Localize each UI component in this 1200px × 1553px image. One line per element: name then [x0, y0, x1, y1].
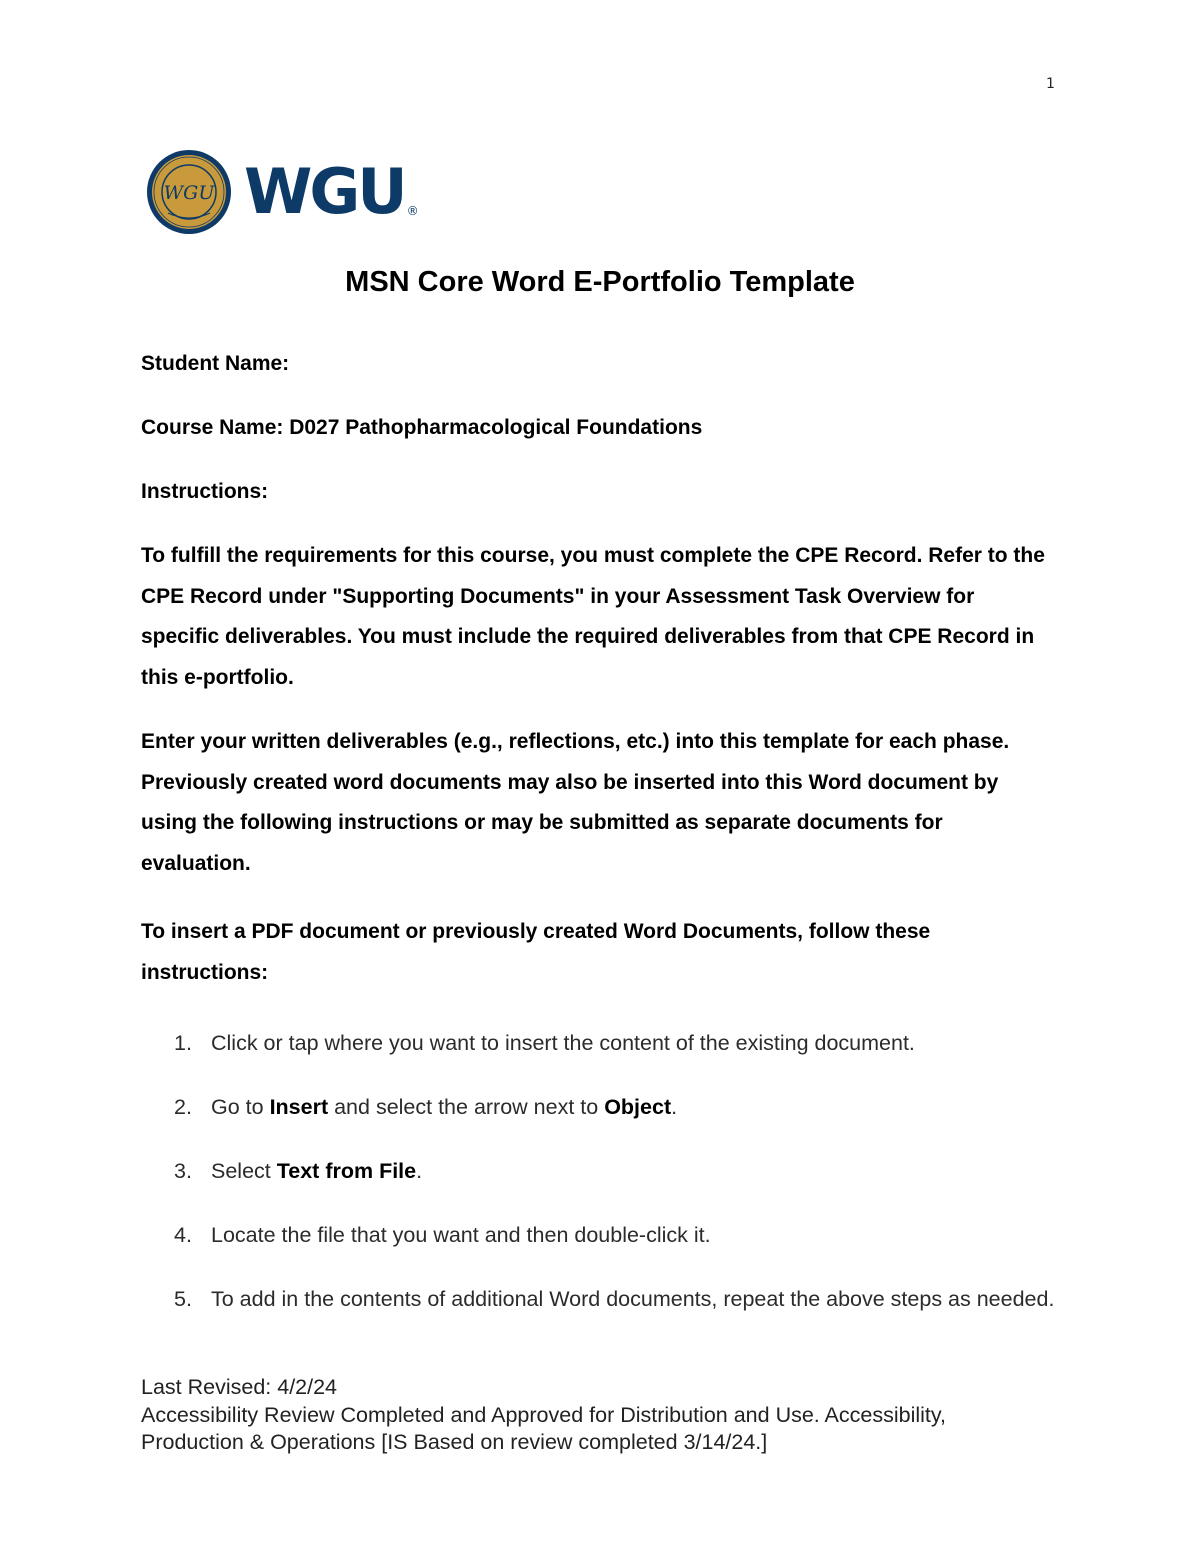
course-name-label: Course Name: D027 Pathopharmacological Foundations — [141, 416, 703, 439]
step-text — [211, 1087, 1056, 1127]
step-bold-text-from-file: Text from File — [276, 1159, 417, 1183]
wgu-logo — [146, 149, 419, 235]
step-number: 5. — [174, 1287, 192, 1311]
step-number: 2. — [174, 1095, 192, 1119]
list-item — [141, 1023, 1056, 1063]
wgu-seal-icon — [146, 149, 232, 235]
last-revised: Last Revised: 4/2/24 — [141, 1375, 338, 1399]
step-text: To add in the contents of additional Word documents, repeat the above steps as needed. — [211, 1287, 1055, 1311]
document-footer — [141, 1374, 1061, 1457]
registered-mark: ® — [406, 204, 419, 218]
accessibility-review-line-1: Accessibility Review Completed and Approved for Distribution and Use. Accessibility, — [141, 1402, 947, 1427]
page-number: 1 — [1046, 76, 1055, 92]
step-text — [211, 1151, 1056, 1191]
step-number: 4. — [174, 1223, 192, 1247]
step-text: Locate the file that you want and then double-click it. — [211, 1223, 711, 1247]
instructions-label: Instructions: — [141, 480, 269, 503]
document-title: MSN Core Word E-Portfolio Template — [345, 266, 855, 298]
seal-monogram: WGU — [163, 182, 215, 204]
instructions-paragraph-1: To fulfill the requirements for this course, you must complete the CPE Record. Refer to the CPE Record under "Supporting Documents" in your Assessment Task Overview for specific deliverables. You must include the required deliverables from that CPE Record in this e-portfolio. — [141, 544, 1045, 690]
wgu-wordmark — [244, 155, 419, 228]
list-item — [141, 1279, 1056, 1319]
step-number: 1. — [174, 1031, 192, 1055]
instructions-paragraph-2: Enter your written deliverables (e.g., reflections, etc.) into this template for each phase. Previously created word documents may also be inserted into this Word document by using the following instructions or may be submitted as separate documents for evaluation. — [141, 730, 1010, 876]
list-item — [141, 1087, 1056, 1127]
step-text-part: Select — [211, 1159, 277, 1183]
step-text-part: . — [671, 1095, 678, 1119]
step-text: Click or tap where you want to insert the content of the existing document. — [211, 1031, 915, 1055]
step-text-part: . — [416, 1159, 423, 1183]
instructions-paragraph-3: To insert a PDF document or previously created Word Documents, follow these instructions: — [141, 920, 931, 984]
list-item — [141, 1215, 1056, 1255]
step-number: 3. — [174, 1159, 192, 1183]
step-text-part: and select the arrow next to — [328, 1095, 605, 1119]
step-bold-object: Object — [604, 1095, 672, 1119]
insert-steps-list — [141, 1023, 1056, 1343]
step-bold-insert: Insert — [269, 1095, 329, 1119]
step-text-part: Go to — [211, 1095, 270, 1119]
wordmark-text: WGU — [244, 155, 405, 228]
list-item — [141, 1151, 1056, 1191]
student-name-label: Student Name: — [141, 352, 290, 375]
accessibility-review-line-2: Production & Operations [IS Based on review completed 3/14/24.] — [141, 1430, 768, 1454]
